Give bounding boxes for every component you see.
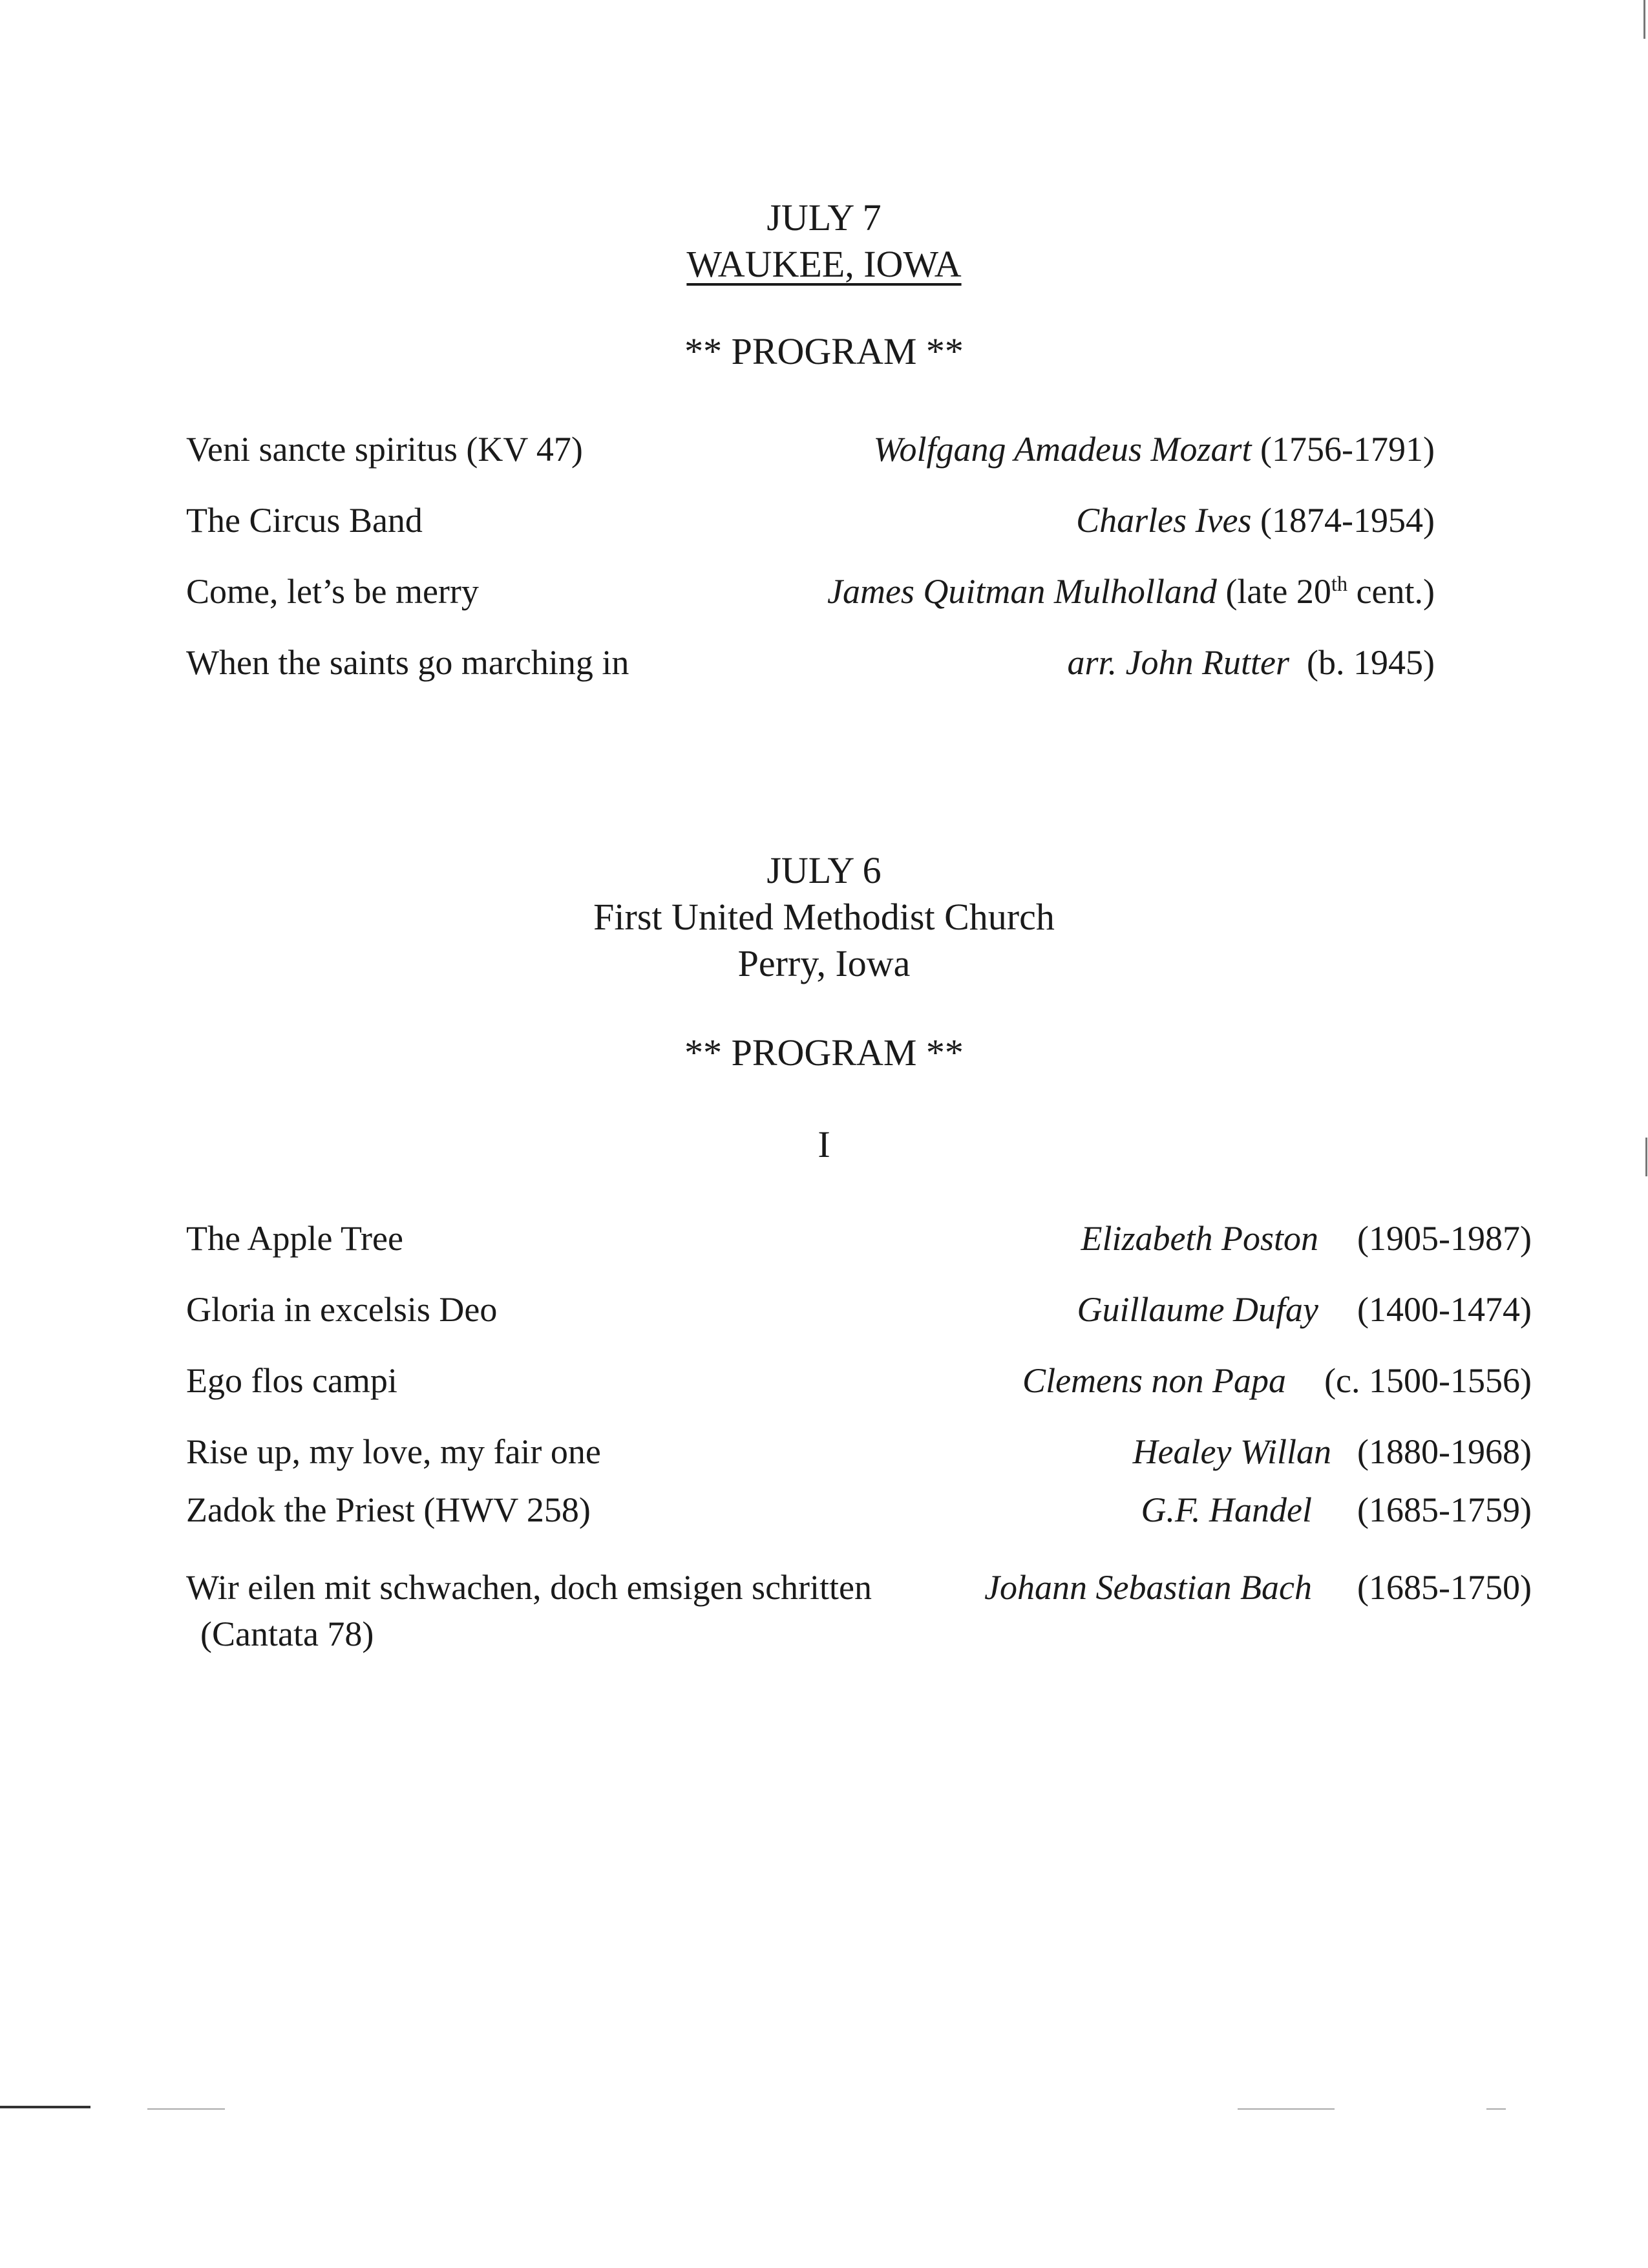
piece-title: When the saints go marching in bbox=[186, 643, 629, 682]
program-row bbox=[0, 1562, 1648, 1613]
piece-title: Ego flos campi bbox=[186, 1361, 397, 1400]
piece-title: Gloria in excelsis Deo bbox=[186, 1290, 498, 1329]
composer-years: (1685-1759) bbox=[1357, 1490, 1532, 1529]
composer-years: (1685-1750) bbox=[1357, 1568, 1532, 1607]
composer-credit bbox=[827, 566, 1435, 617]
composer-name: James Quitman Mulholland bbox=[827, 572, 1217, 611]
composer-years: (1756-1791) bbox=[1260, 430, 1435, 469]
piece-title-continuation: (Cantata 78) bbox=[200, 1615, 374, 1653]
composer-years: (1880-1968) bbox=[1357, 1432, 1532, 1471]
program-row bbox=[0, 423, 1648, 475]
section2-city: Perry, Iowa bbox=[737, 942, 911, 984]
section1-program-label: ** PROGRAM ** bbox=[684, 330, 964, 372]
composer-name: John Rutter bbox=[1125, 643, 1290, 682]
program-row bbox=[0, 566, 1648, 617]
composer-years: (c. 1500-1556) bbox=[1324, 1361, 1532, 1400]
section2-venue: First United Methodist Church bbox=[593, 896, 1055, 938]
section2-program-label: ** PROGRAM ** bbox=[684, 1032, 964, 1074]
program-row bbox=[0, 1426, 1648, 1478]
program-row bbox=[0, 494, 1648, 546]
scan-mark bbox=[1238, 2108, 1335, 2110]
piece-title: Rise up, my love, my fair one bbox=[186, 1432, 601, 1471]
section2-part-numeral: I bbox=[818, 1123, 830, 1165]
composer-name: Johann Sebastian Bach bbox=[984, 1568, 1312, 1607]
composer-name: Elizabeth Poston bbox=[1081, 1219, 1318, 1258]
scan-mark bbox=[0, 2106, 90, 2108]
piece-title: Veni sancte spiritus (KV 47) bbox=[186, 430, 583, 469]
composer-years: (late 20th cent.) bbox=[1225, 572, 1435, 611]
scan-mark bbox=[1486, 2108, 1506, 2110]
section1-date: JULY 7 bbox=[766, 196, 882, 238]
program-row bbox=[0, 1484, 1648, 1536]
composer-credit bbox=[1068, 637, 1435, 688]
program-row bbox=[0, 1213, 1648, 1264]
composer-name: Wolfgang Amadeus Mozart bbox=[873, 430, 1252, 469]
arranger-prefix: arr. bbox=[1067, 643, 1117, 682]
composer-years: (1905-1987) bbox=[1357, 1219, 1532, 1258]
composer-credit bbox=[1076, 494, 1435, 546]
scan-mark bbox=[1643, 0, 1645, 39]
composer-years: (b. 1945) bbox=[1307, 643, 1435, 682]
section2-date: JULY 6 bbox=[766, 849, 882, 891]
piece-title: Come, let’s be merry bbox=[186, 572, 479, 611]
program-row bbox=[0, 1284, 1648, 1335]
piece-title: Zadok the Priest (HWV 258) bbox=[186, 1490, 591, 1529]
composer-credit bbox=[874, 423, 1435, 475]
section1-location: WAUKEE, IOWA bbox=[686, 243, 962, 285]
composer-name: Charles Ives bbox=[1076, 501, 1252, 540]
piece-title: Wir eilen mit schwachen, doch emsigen schritten bbox=[186, 1568, 872, 1607]
composer-name: Guillaume Dufay bbox=[1077, 1290, 1318, 1329]
scan-mark bbox=[147, 2108, 225, 2110]
piece-title: The Apple Tree bbox=[186, 1219, 403, 1258]
program-row bbox=[0, 1355, 1648, 1406]
composer-years: (1874-1954) bbox=[1260, 501, 1435, 540]
scan-mark bbox=[1645, 1138, 1647, 1176]
composer-name: G.F. Handel bbox=[1141, 1490, 1312, 1529]
composer-name: Healey Willan bbox=[1132, 1432, 1331, 1471]
composer-years: (1400-1474) bbox=[1357, 1290, 1532, 1329]
program-row bbox=[0, 637, 1648, 688]
piece-title: The Circus Band bbox=[186, 501, 423, 540]
composer-name: Clemens non Papa bbox=[1022, 1361, 1286, 1400]
